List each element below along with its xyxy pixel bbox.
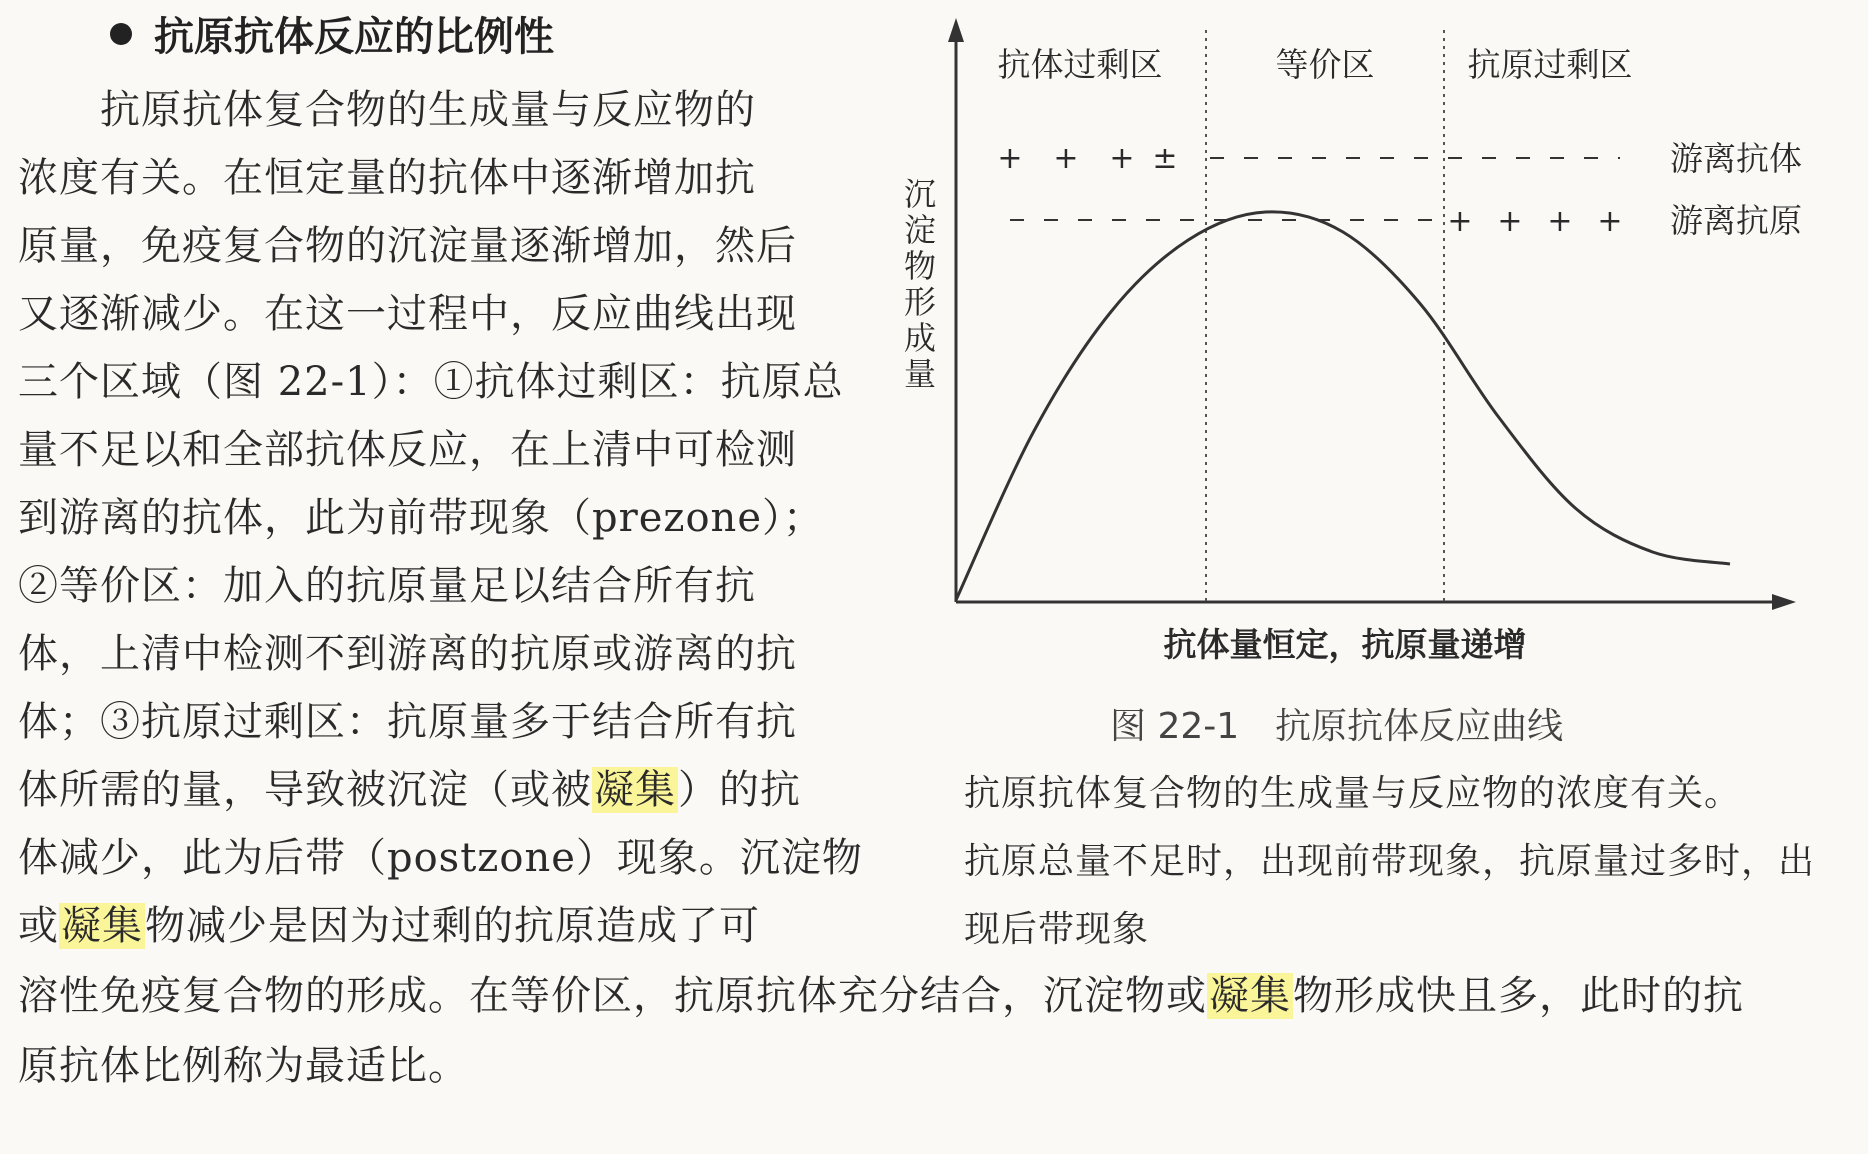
- body-text-segment: 浓度有关。在恒定量的抗体中逐渐增加抗: [18, 155, 756, 201]
- body-text-segment: ②等价区：加入的抗原量足以结合所有抗: [18, 563, 756, 609]
- body-text-segment: 溶性免疫复合物的形成。在等价区，抗原抗体充分结合，沉淀物或: [18, 973, 1207, 1019]
- body-text-segment: 到游离的抗体，此为前带现象（prezone）；: [18, 495, 824, 541]
- svg-text:±: ±: [1152, 141, 1178, 176]
- svg-text:+: +: [997, 141, 1023, 176]
- body-line: [18, 624, 797, 684]
- body-text-segment: 或: [18, 903, 59, 949]
- y-axis-arrow-icon: [948, 18, 964, 42]
- body-line: [18, 352, 844, 412]
- x-axis-arrow-icon: [1772, 594, 1796, 610]
- row-label-free-antibody: 游离抗体: [1670, 139, 1802, 178]
- body-line: [18, 216, 797, 276]
- highlighted-term: 凝集: [61, 903, 143, 949]
- figure-note-line-2: 抗原总量不足时，出现前带现象，抗原量过多时，出: [964, 841, 1816, 882]
- free-antibody-markers: [997, 141, 1620, 176]
- body-line: [18, 148, 756, 208]
- figure-caption: [1110, 698, 1563, 749]
- body-text-segment: 量不足以和全部抗体反应，在上清中可检测: [18, 427, 797, 473]
- body-line: [18, 1036, 469, 1096]
- body-text-segment: 原量，免疫复合物的沉淀量逐渐增加，然后: [18, 223, 797, 269]
- figure-note-line-1: 抗原抗体复合物的生成量与反应物的浓度有关。: [964, 773, 1742, 814]
- body-text-segment: 抗原抗体复合物的生成量与反应物的: [18, 87, 756, 133]
- body-text-segment: 体所需的量，导致被沉淀（或被: [18, 767, 592, 813]
- body-text-segment: 体，上清中检测不到游离的抗原或游离的抗: [18, 631, 797, 677]
- body-text-segment: ）的抗: [678, 767, 801, 813]
- section-heading-text: 抗原抗体反应的比例性: [154, 14, 554, 60]
- body-line: [18, 80, 756, 140]
- zone-label-antibody-excess: 抗体过剩区: [997, 45, 1163, 84]
- body-line: [18, 488, 824, 548]
- body-text-segment: 物减少是因为过剩的抗原造成了可: [145, 903, 760, 949]
- body-line: [18, 966, 1744, 1026]
- figure-title: 抗原抗体反应曲线: [1275, 706, 1564, 747]
- body-text-segment: 又逐渐减少。在这一过程中，反应曲线出现: [18, 291, 797, 337]
- zone-label-antigen-excess: 抗原过剩区: [1467, 45, 1633, 84]
- free-antigen-markers: [1010, 204, 1623, 239]
- body-line: [18, 556, 756, 616]
- bullet-icon: [110, 23, 132, 45]
- svg-text:+: +: [1447, 204, 1473, 239]
- figure-note-line-3: 现后带现象: [964, 909, 1150, 950]
- body-text-segment: 原抗体比例称为最适比。: [18, 1043, 469, 1089]
- reaction-curve: [956, 212, 1730, 600]
- body-text-segment: 三个区域（图 22-1）：①抗体过剩区：抗原总: [18, 359, 844, 405]
- svg-text:+: +: [1109, 141, 1135, 176]
- figure-number: 图 22-1: [1110, 706, 1240, 747]
- body-line: [18, 692, 797, 752]
- body-text-segment: 体；③抗原过剩区：抗原量多于结合所有抗: [18, 699, 797, 745]
- row-label-free-antigen: 游离抗原: [1670, 201, 1802, 240]
- section-heading: [110, 12, 554, 62]
- highlighted-term: 凝集: [594, 767, 676, 813]
- body-line: [18, 828, 863, 888]
- svg-text:+: +: [1547, 204, 1573, 239]
- body-line: [18, 420, 797, 480]
- svg-text:+: +: [1597, 204, 1623, 239]
- reaction-curve-chart: [880, 10, 1860, 710]
- zone-label-equivalence: 等价区: [1275, 45, 1375, 84]
- highlighted-term: 凝集: [1209, 973, 1291, 1019]
- body-text-segment: 体减少，此为后带（postzone）现象。沉淀物: [18, 835, 863, 881]
- svg-text:+: +: [1053, 141, 1079, 176]
- figure-22-1: [880, 10, 1860, 710]
- y-axis-label: 沉淀物形成量: [903, 175, 937, 393]
- body-line: [18, 896, 760, 956]
- body-line: [18, 284, 797, 344]
- svg-text:+: +: [1497, 204, 1523, 239]
- x-axis-label: 抗体量恒定，抗原量递增: [1163, 625, 1527, 664]
- body-line: [18, 760, 801, 820]
- body-text-segment: 物形成快且多，此时的抗: [1293, 973, 1744, 1019]
